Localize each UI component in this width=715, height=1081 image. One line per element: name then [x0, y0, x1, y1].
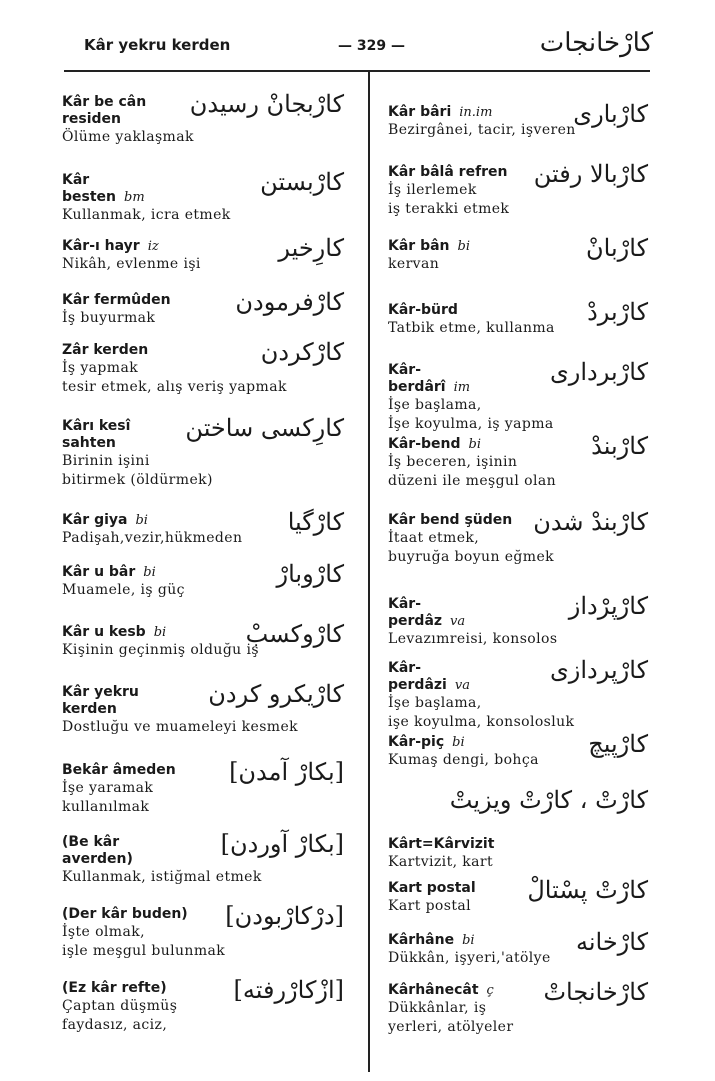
dictionary-entry [388, 656, 652, 732]
dictionary-entry [62, 90, 348, 147]
arabic-script: کارْگیا [287, 508, 344, 536]
entry-definition: Bezirgânei, tacir, işveren [388, 122, 576, 138]
part-of-speech: bi [462, 933, 475, 948]
entry-headword: Kâr u bâr bi [62, 564, 156, 580]
entry-headword: Kâr-perdâz va [388, 596, 466, 629]
entry-definition: İşte olmak, [62, 924, 145, 940]
part-of-speech: im [453, 380, 471, 395]
entry-headword: Kârt=Kârvizit [388, 836, 495, 852]
entry-headword: Kâr bân bi [388, 238, 470, 254]
dictionary-entry [62, 288, 348, 328]
entry-headword: Kâr fermûden [62, 292, 171, 308]
dictionary-entry [62, 338, 348, 397]
running-head-arabic: کارْخانجات [539, 28, 653, 58]
arabic-script: کارْباری [573, 100, 648, 128]
arabic-script: کارْتْ ، کارْتْ ویزیتْ [449, 786, 648, 814]
entry-definition: Padişah,vezir,hükmeden [62, 530, 243, 546]
entry-definition: İşe başlama, [388, 397, 482, 413]
entry-definition: düzeni ile meşgul olan [388, 473, 556, 489]
part-of-speech: bi [468, 437, 481, 452]
entry-headword: Kâr bâlâ refren [388, 164, 508, 180]
entry-definition: İşe yaramak [62, 780, 154, 796]
entry-definition: İş beceren, işinin [388, 454, 518, 470]
dictionary-entry [62, 168, 348, 225]
entry-headword: Kâr-bend bi [388, 436, 481, 452]
entry-headword: Kâr yekru kerden [62, 684, 139, 717]
part-of-speech: bi [135, 513, 148, 528]
entry-definition: Dükkân, işyeri,'atölye [388, 950, 551, 966]
arabic-script: کارْبالا رفتن [533, 160, 648, 188]
entry-headword: Kâr bend şüden [388, 512, 513, 528]
dictionary-entry [62, 560, 348, 600]
dictionary-entry [62, 830, 348, 887]
dictionary-entry [388, 730, 652, 770]
part-of-speech: va [450, 614, 466, 629]
arabic-script: [بکارْ آوردن] [220, 830, 344, 858]
arabic-script: کارْبندْ شدن [533, 508, 648, 536]
entry-headword: Kâr be cân residen [62, 94, 147, 127]
entry-definition: kervan [388, 256, 440, 272]
dictionary-entry [388, 160, 652, 219]
entry-headword: Bekâr âmeden [62, 762, 176, 778]
arabic-script: کارْیکرو کردن [208, 680, 344, 708]
arabic-script: کارْفرمودن [235, 288, 344, 316]
running-head: Kâr yekru kerden [84, 36, 231, 54]
part-of-speech: bm [124, 190, 145, 205]
dictionary-entry [388, 928, 652, 968]
arabic-script: کارْبجانْ رسیدن [189, 90, 344, 118]
arabic-script: کارِکسی ساختن [185, 414, 344, 442]
column-divider [368, 72, 370, 1072]
dictionary-entry [388, 786, 652, 814]
arabic-script: کارْخانجاتْ [543, 978, 648, 1006]
entry-definition: Muamele, iş güç [62, 582, 185, 598]
entry-definition: Kişinin geçinmiş olduğu iş [62, 642, 259, 658]
arabic-script: کارْبردْ [587, 298, 648, 326]
part-of-speech: bi [143, 565, 156, 580]
entry-definition: Kullanmak, istiğmal etmek [62, 869, 262, 885]
arabic-script: کارْبانْ [586, 234, 648, 262]
dictionary-entry [388, 358, 652, 434]
entry-headword: Kâr-perdâzi va [388, 660, 470, 693]
entry-definition: Dükkânlar, iş [388, 1000, 487, 1016]
dictionary-entry [62, 508, 348, 548]
entry-headword: Zâr kerden [62, 342, 149, 358]
entry-definition: işe koyulma, konsolosluk [388, 714, 575, 730]
entry-definition: Levazımreisi, konsolos [388, 631, 558, 647]
entry-headword: Kâr besten bm [62, 172, 145, 205]
dictionary-entry [388, 592, 652, 649]
arabic-script: کارْوبارْ [276, 560, 344, 588]
arabic-script: کارْپیچ [588, 730, 648, 758]
dictionary-entry [62, 758, 348, 817]
entry-headword: (Be kâr averden) [62, 834, 133, 867]
dictionary-entry [388, 836, 652, 872]
dictionary-entry [62, 414, 348, 490]
dictionary-entry [388, 876, 652, 916]
entry-headword: Kâr-piç bi [388, 734, 465, 750]
arabic-script: کارْوکسبْ [245, 620, 344, 648]
entry-headword: Kârı kesî sahten [62, 418, 131, 451]
entry-definition: Kullanmak, icra etmek [62, 207, 231, 223]
entry-definition: İş ilerlemek [388, 182, 477, 198]
entry-definition: işle meşgul bulunmak [62, 943, 226, 959]
entry-headword: Kâr-ı hayr iz [62, 238, 159, 254]
dictionary-entry [62, 976, 348, 1035]
header-rule [64, 70, 650, 72]
arabic-script: کارْخانه [575, 928, 648, 956]
entry-headword: Kâr-bürd [388, 302, 458, 318]
entry-headword: Kâr-berdârî im [388, 362, 471, 395]
entry-definition: tesir etmek, alış veriş yapmak [62, 379, 287, 395]
arabic-script: کارْپرْداز [568, 592, 648, 620]
arabic-script: [ازْکارْرفته] [233, 976, 344, 1004]
entry-headword: (Ez kâr refte) [62, 980, 167, 996]
arabic-script: کارْپردازی [550, 656, 648, 684]
dictionary-entry [388, 978, 652, 1037]
entry-definition: İtaat etmek, [388, 530, 480, 546]
dictionary-entry [388, 432, 652, 491]
entry-definition: kullanılmak [62, 799, 150, 815]
entry-definition: Nikâh, evlenme işi [62, 256, 201, 272]
entry-definition: İş yapmak [62, 360, 139, 376]
entry-definition: faydasız, aciz, [62, 1017, 168, 1033]
entry-definition: İşe koyulma, iş yapma [388, 416, 554, 432]
part-of-speech: in.im [459, 105, 493, 120]
entry-definition: iş terakki etmek [388, 201, 510, 217]
arabic-script: [درْکارْبودن] [225, 902, 344, 930]
entry-definition: Kartvizit, kart [388, 854, 494, 870]
part-of-speech: bi [153, 625, 167, 640]
entry-definition: bitirmek (öldürmek) [62, 472, 213, 488]
entry-headword: Kâr bâri in.im [388, 104, 493, 120]
dictionary-entry [388, 234, 652, 274]
arabic-script: کارْبرداری [550, 358, 648, 386]
entry-definition: Kart postal [388, 898, 471, 914]
dictionary-entry [62, 620, 348, 660]
part-of-speech: bi [457, 239, 470, 254]
entry-definition: yerleri, atölyeler [388, 1019, 514, 1035]
arabic-script: کارْکردن [260, 338, 344, 366]
entry-definition: Tatbik etme, kullanma [388, 320, 555, 336]
entry-definition: İşe başlama, [388, 695, 482, 711]
page-header [0, 28, 715, 68]
dictionary-entry [388, 508, 652, 567]
part-of-speech: iz [147, 239, 159, 254]
entry-headword: Kârhâne bi [388, 932, 475, 948]
entry-headword: Kâr u kesb bi [62, 624, 167, 640]
entry-definition: Çaptan düşmüş [62, 998, 178, 1014]
page-number: — 329 — [338, 38, 405, 54]
part-of-speech: va [454, 678, 470, 693]
entry-definition: Dostluğu ve muameleyi kesmek [62, 719, 299, 735]
entry-headword: Kart postal [388, 880, 476, 896]
arabic-script: کارِخیر [278, 234, 344, 262]
entry-definition: İş buyurmak [62, 310, 156, 326]
dictionary-entry [388, 100, 652, 140]
entry-definition: Birinin işini [62, 453, 150, 469]
right-column [388, 80, 652, 1081]
arabic-script: [بکارْ آمدن] [229, 758, 344, 786]
arabic-script: کارْبندْ [591, 432, 648, 460]
entry-headword: Kârhânecât ç [388, 982, 494, 998]
dictionary-entry [62, 902, 348, 961]
arabic-script: کارْبستن [260, 168, 344, 196]
entry-definition: Ölüme yaklaşmak [62, 129, 194, 145]
part-of-speech: bi [452, 735, 465, 750]
left-column [62, 80, 348, 1081]
entry-definition: buyruğa boyun eğmek [388, 549, 555, 565]
dictionary-entry [62, 680, 348, 737]
dictionary-entry [62, 234, 348, 274]
arabic-script: کارْتْ پسْتالْ [527, 876, 648, 904]
entry-definition: Kumaş dengi, bohça [388, 752, 539, 768]
entry-headword: Kâr giya bi [62, 512, 148, 528]
part-of-speech: ç [486, 983, 494, 998]
dictionary-entry [388, 298, 652, 338]
entry-headword: (Der kâr buden) [62, 906, 188, 922]
